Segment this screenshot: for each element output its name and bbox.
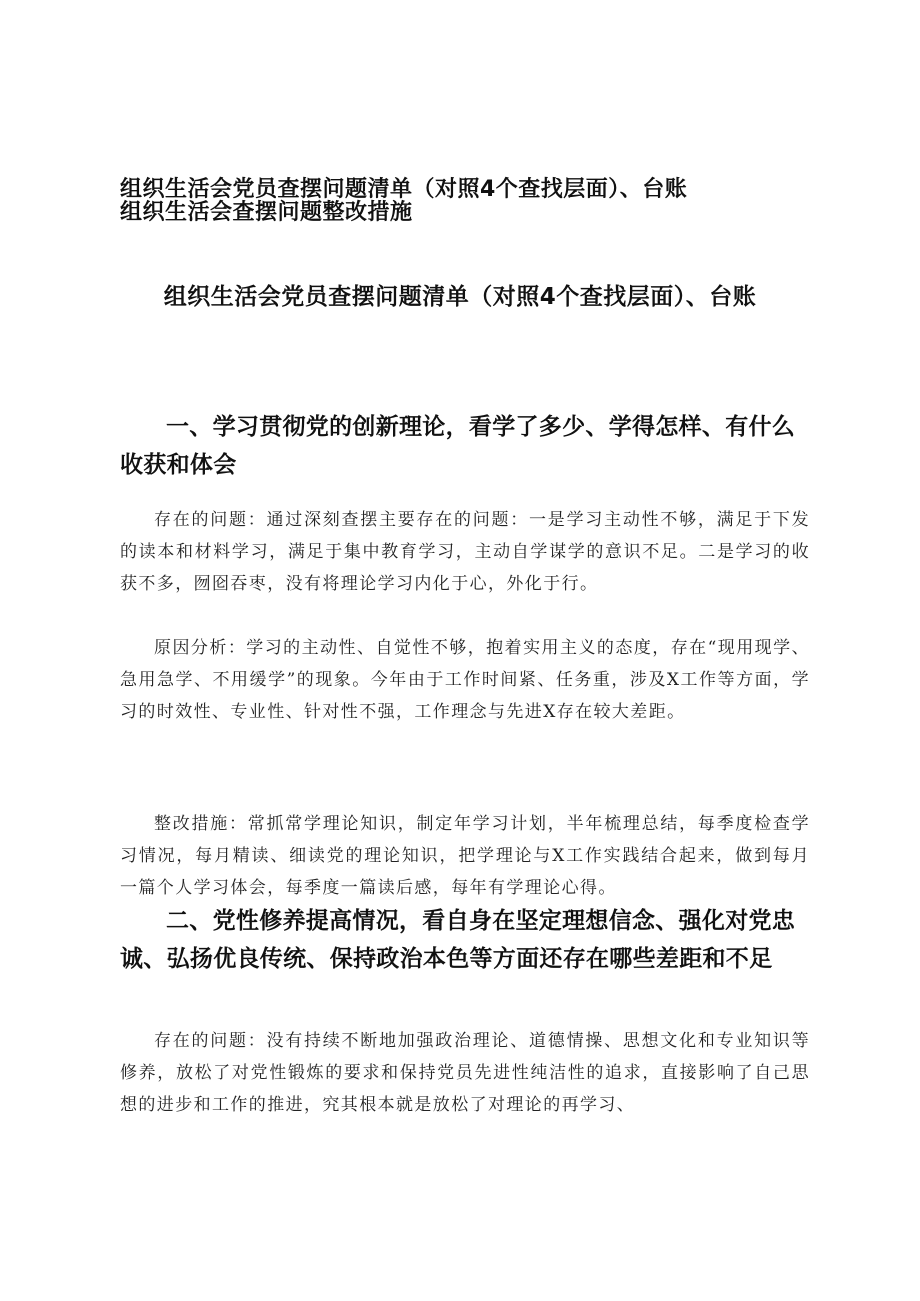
section-1-cause-analysis: 原因分析：学习的主动性、自觉性不够，抱着实用主义的态度，存在“现用现学、急用急学、不用缓学”的现象。今年由于工作时间紧、任务重，涉及X工作等方面，学习的时效性、专业性、针对性不强，工作理念与先进X存在较大差距。 [120, 638, 810, 722]
section-1-heading: 一、学习贯彻党的创新理论，看学了多少、学得怎样、有什么收获和体会 [120, 414, 796, 478]
toc-entry-1[interactable]: 组织生活会党员查摆问题清单（对照4个查找层面）、台账 [120, 177, 688, 202]
toc-entry-2[interactable]: 组织生活会查摆问题整改措施 [120, 200, 413, 225]
section-2-heading: 二、党性修养提高情况，看自身在坚定理想信念、强化对党忠诚、弘扬优良传统、保持政治本色等方面还存在哪些差距和不足 [120, 908, 796, 972]
section-1-problems: 存在的问题：通过深刻查摆主要存在的问题：一是学习主动性不够，满足于下发的读本和材料学习，满足于集中教育学习，主动自学谋学的意识不足。二是学习的收获不多，囫囵吞枣，没有将理论学习内化于心，外化于行。 [120, 510, 810, 594]
document-title: 组织生活会党员查摆问题清单（对照4个查找层面）、台账 [163, 284, 757, 310]
section-2-problems: 存在的问题：没有持续不断地加强政治理论、道德情操、思想文化和专业知识等修养，放松了对党性锻炼的要求和保持党员先进性纯洁性的追求，直接影响了自己思想的进步和工作的推进，究其根本就是放松了对理论的再学习、 [120, 1031, 810, 1115]
section-1-rectification: 整改措施：常抓常学理论知识，制定年学习计划，半年梳理总结，每季度检查学习情况，每月精读、细读党的理论知识，把学理论与X工作实践结合起来，做到每月一篇个人学习体会，每季度一篇读后感，每年有学理论心得。 [120, 814, 810, 898]
